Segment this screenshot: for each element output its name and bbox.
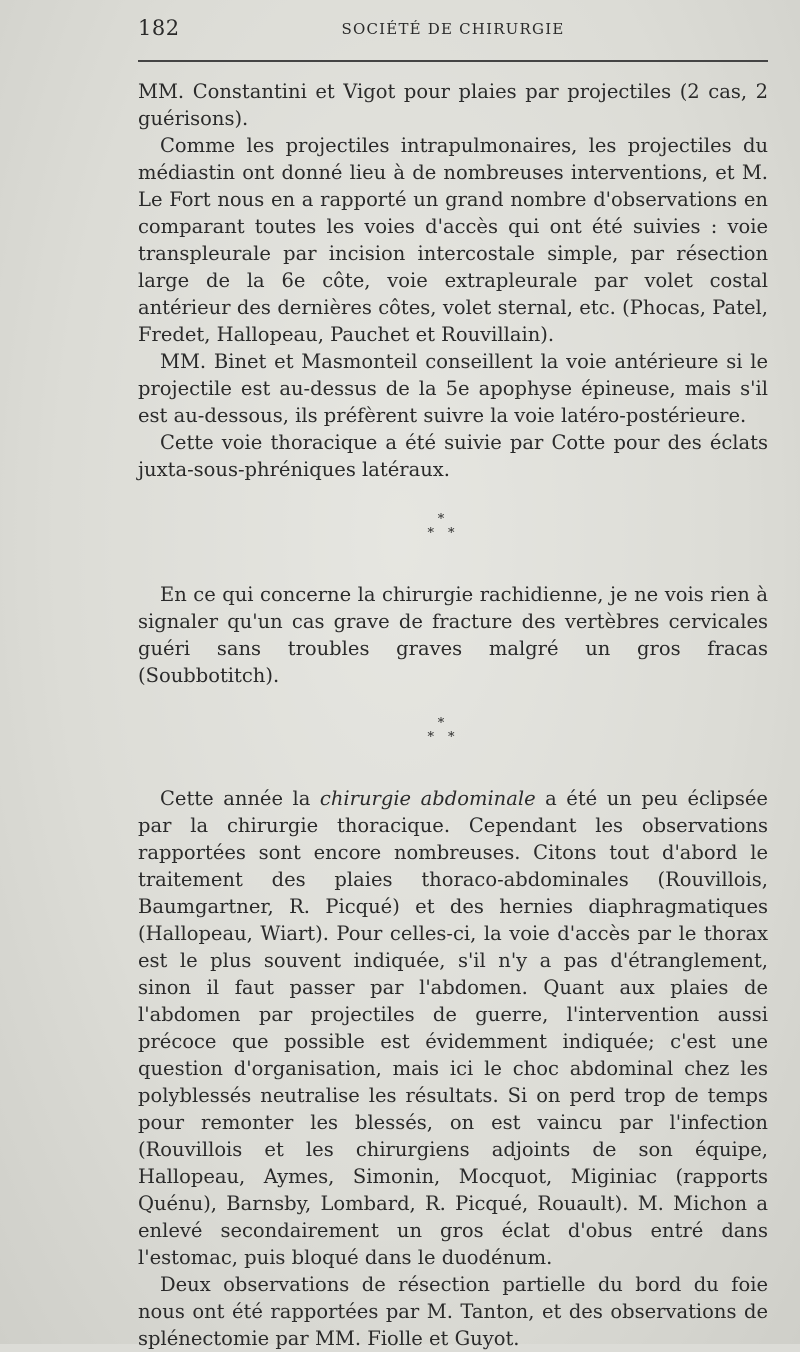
emphasis-abdominal-surgery: chirurgie abdominale: [319, 787, 536, 810]
paragraph-6-start: Cette année la: [160, 787, 320, 810]
page-number: 182: [138, 16, 180, 40]
separator-star: *: [437, 716, 445, 731]
header-rule: [138, 60, 768, 62]
section-separator: [126, 717, 756, 745]
running-head: SOCIÉTÉ DE CHIRURGIE: [341, 20, 565, 38]
separator-star: *: [427, 526, 448, 541]
separator-stars-pair: [126, 527, 756, 541]
paragraph-6: [138, 785, 768, 1271]
separator-star: *: [427, 730, 448, 745]
paragraph-3: MM. Binet et Masmonteil conseillent la voie antérieure si le projectile est au-dessus de la 5e apophyse épineuse, mais s'il est au-dessous, ils préfèrent suivre la voie latéro-postérieure.: [138, 350, 768, 427]
paragraph-7: Deux observations de résection partielle du bord du foie nous ont été rapportées par M. Tanton, et des observations de splénectomie par MM. Fiolle et Guyot.: [138, 1273, 768, 1350]
paragraph-1: MM. Constantini et Vigot pour plaies par projectiles (2 cas, 2 guérisons).: [138, 80, 768, 130]
separator-star: *: [448, 730, 469, 745]
paragraph-2: Comme les projectiles intrapulmonaires, les projectiles du médiastin ont donné lieu à de nombreuses interventions, et M. Le Fort nous en a rapporté un grand nombre d'observations en comparant toutes les voies d'accès qui ont été suivies : voie transpleurale par incision intercostale simple, par résection large de la 6e côte, voie extrapleurale par volet costal antérieur des dernières côtes, volet sternal, etc. (Phocas, Patel, Fredet, Hallopeau, Pauchet et Rouvillain).: [138, 134, 768, 346]
section-separator: [126, 513, 756, 541]
separator-star: *: [448, 526, 469, 541]
separator-stars-pair: [126, 731, 756, 745]
paragraph-4: Cette voie thoracique a été suivie par Cotte pour des éclats juxta-sous-phréniques latéraux.: [138, 431, 768, 481]
page-header: [138, 16, 768, 44]
paragraph-5: En ce qui concerne la chirurgie rachidienne, je ne vois rien à signaler qu'un cas grave de fracture des vertèbres cervicales guéri sans troubles graves malgré un gros fracas (Soubbotitch).: [138, 583, 768, 687]
body-text: [138, 78, 768, 1352]
separator-star: *: [437, 512, 445, 527]
paragraph-6-rest: a été un peu éclipsée par la chirurgie thoracique. Cependant les observations rapportées sont encore nombreuses. Citons tout d'abord le traitement des plaies thoraco-abdominales (Rouvillois, Baumgartner, R. Picqué) et des hernies diaphragmatiques (Hallopeau, Wiart). Pour celles-ci, la voie d'accès par le thorax est le plus souvent indiquée, s'il n'y a pas d'étranglement, sinon il faut passer par l'abdomen. Quant aux plaies de l'abdomen par projectiles de guerre, l'intervention aussi précoce que possible est évidemment indiquée; c'est une question d'organisation, mais ici le choc abdominal chez les polyblessés neutralise les résultats. Si on perd trop de temps pour remonter les blessés, on est vaincu par l'infection (Rouvillois et les chirurgiens adjoints de son équipe, Hallopeau, Aymes, Simonin, Mocquot, Miginiac (rapports Quénu), Barnsby, Lombard, R. Picqué, Rouault). M. Michon a enlevé secondairement un gros éclat d'obus entré dans l'estomac, puis bloqué dans le duodénum.: [138, 787, 768, 1269]
